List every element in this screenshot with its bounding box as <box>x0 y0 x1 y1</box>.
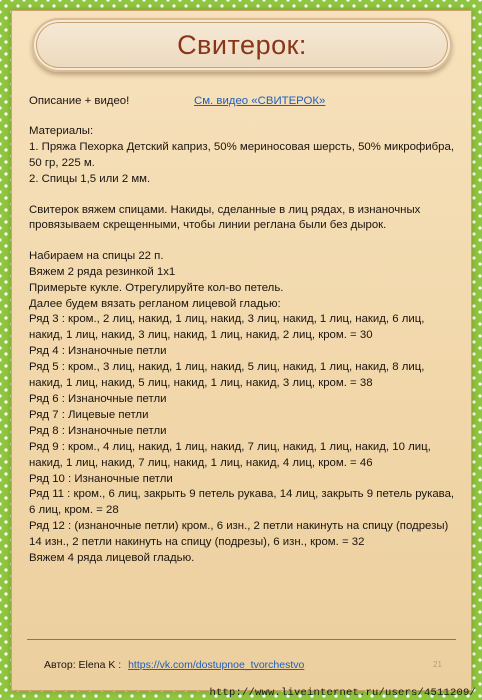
instruction-line: Примерьте кукле. Отрегулируйте кол-во петель. <box>29 281 284 294</box>
instruction-row: Ряд 6 : Изнаночные петли <box>29 393 167 405</box>
instruction-row: Ряд 4 : Изнаночные петли <box>29 345 167 358</box>
author-label: Автор: Elena K : <box>44 659 122 671</box>
instruction-row: Ряд 7 : Лицевые петли <box>29 408 149 421</box>
instruction-row: Ряд 3 : кром., 2 лиц, накид, 1 лиц, накид, 3 лиц, накид, 1 лиц, накид, 6 лиц, накид, 1 лиц, накид, 3 лиц, накид, 1 лиц, накид, 2 лиц, кром. = 30 <box>29 313 425 342</box>
instruction-line: Вяжем 2 ряда резинкой 1х1 <box>29 265 176 278</box>
materials-item: 1. Пряжа Пехорка Детский каприз, 50% мериносовая шерсть, 50% микрофибра, 50 гр, 225 м. <box>29 141 454 170</box>
page-number: 21 <box>433 660 442 669</box>
materials-item: 2. Спицы 1,5 или 2 мм. <box>29 173 151 186</box>
instruction-row: Ряд 8 : Изнаночные петли <box>29 424 167 437</box>
instruction-row: Ряд 11 : кром., 6 лиц, закрыть 9 петель рукава, 14 лиц, закрыть 9 петель рукава, 6 лиц, кром. = 28 <box>29 488 455 517</box>
instruction-row: Ряд 10 : Изнаночные петли <box>29 472 173 485</box>
instruction-line: Вяжем 4 ряда лицевой гладью. <box>29 552 195 565</box>
watermark-url: http://www.liveinternet.ru/users/4511209/ <box>209 687 476 699</box>
video-link[interactable]: См. видео «СВИТЕРОК» <box>194 95 326 107</box>
materials-heading: Материалы: <box>29 125 94 138</box>
instruction-row: Ряд 12 : (изнаночные петли) кром., 6 изн., 2 петли накинуть на спицу (подрезы) 14 изн., 2 петли накинуть на спицу (подрезы), 6 изн., кром. = 32 <box>29 520 449 549</box>
page-title: Свитерок: <box>177 30 307 60</box>
instruction-line: Набираем на спицы 22 п. <box>29 249 164 262</box>
instruction-row: Ряд 9 : кром., 4 лиц, накид, 1 лиц, накид, 7 лиц, накид, 1 лиц, накид, 10 лиц, накид, 1 лиц, накид, 7 лиц, накид, 1 лиц, накид, 4 лиц, кром. = 46 <box>29 440 431 469</box>
intro-label: Описание + видео! <box>29 95 130 107</box>
instruction-row: Ряд 5 : кром., 3 лиц, накид, 1 лиц, накид, 5 лиц, накид, 1 лиц, накид, 8 лиц, накид, 1 лиц, накид, 5 лиц, накид, 1 лиц, накид, 3 лиц, кром. = 38 <box>29 361 425 390</box>
author-credit <box>44 659 304 671</box>
intro-row <box>29 94 457 110</box>
document-page <box>11 10 472 691</box>
knitting-note: Свитерок вяжем спицами. Накиды, сделанные в лиц рядах, в изнаночных провязываем скрещенными, чтобы линии реглана были без дырок. <box>29 203 421 232</box>
footer-divider <box>27 639 456 640</box>
instruction-line: Далее будем вязать регланом лицевой гладью: <box>29 297 281 310</box>
document-body <box>29 94 457 567</box>
title-banner <box>32 18 452 72</box>
author-link[interactable]: https://vk.com/dostupnoe_tvorchestvo <box>128 659 305 671</box>
